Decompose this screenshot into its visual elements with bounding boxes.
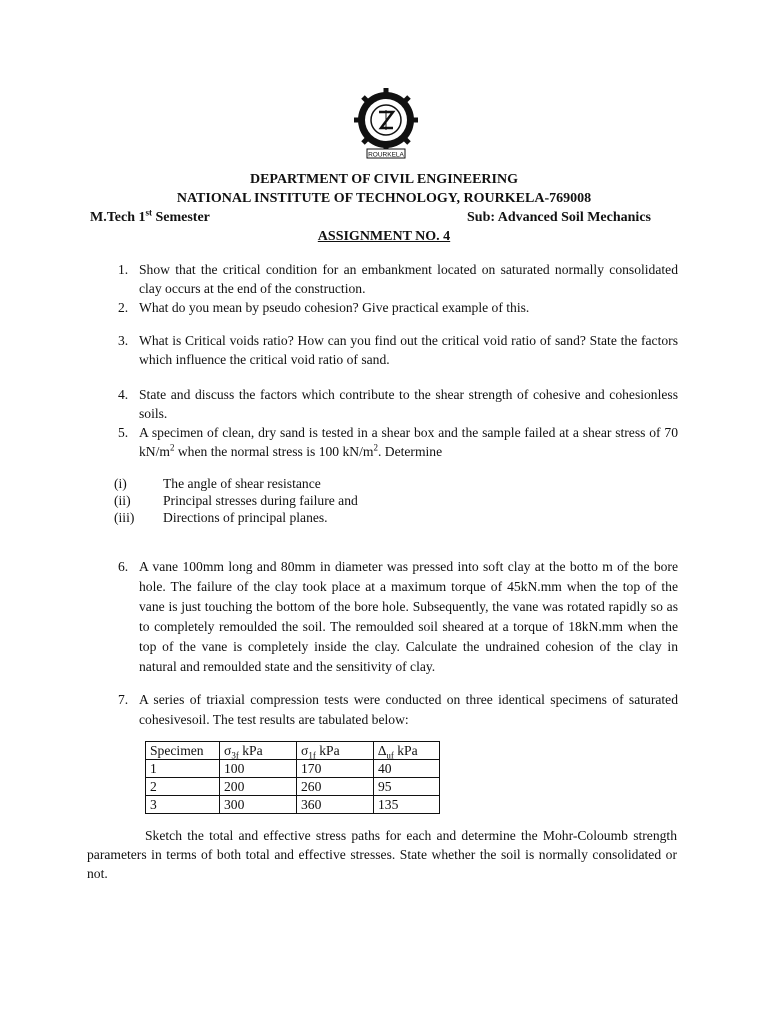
table-row [146,778,440,796]
table-cell: 95 [374,778,440,796]
table-header-cell: $\sigma_{3f}$ kPa [220,742,297,760]
institute-logo [345,88,427,160]
table-row [146,760,440,778]
closing-paragraph: Sketch the total and effective stress paths for each and determine the Mohr-Coloumb strength parameters in terms of both total and effective stresses. State whether the soil is normally consolidated or not. [87,828,677,881]
semester-label: M.Tech 1st Semester [90,207,210,225]
table-cell: 260 [297,778,374,796]
triaxial-results-table [145,741,440,814]
table-cell: 200 [220,778,297,796]
logo-caption: ROURKELA [368,151,404,159]
department-heading: DEPARTMENT OF CIVIL ENGINEERING [249,172,518,187]
subject-label: Sub: Advanced Soil Mechanics [467,210,651,225]
question-2: 2. What do you mean by pseudo cohesion? Give practical example of this. [118,300,530,315]
question-4: 4. State and discuss the factors which contribute to the shear strength of cohesive and cohesionless soils. [118,387,678,421]
table-header-cell: $\Delta_{uf}$ kPa [374,742,440,760]
table-cell: 100 [220,760,297,778]
question-7: 7. A series of triaxial compression tests were conducted on three identical specimens of saturated cohesivesoil. The test results are tabulated below: [118,692,678,727]
table-cell: 3 [146,796,220,814]
table-cell: 2 [146,778,220,796]
table-cell: 170 [297,760,374,778]
question-6: 6. A vane 100mm long and 80mm in diameter was pressed into soft clay at the botto m of the bore hole. The failure of the clay took place at a maximum torque of 45kN.mm when the top of the vane is just touching the bottom of the bore hole. Subsequently, the vane was rotated rapidly so as to completely remoulded the soil. The remoulded soil sheared at a torque of 18kN.mm when the top of the vane is completely inside the clay. Calculate the undrained cohesion of the clay in natural and remoulded state and the sensitivity of clay. [118,559,678,674]
assignment-title: ASSIGNMENT NO. 4 [317,229,451,244]
table-cell: 360 [297,796,374,814]
question-3: 3. What is Critical voids ratio? How can you find out the critical void ratio of sand? State the factors which influence the critical void ratio of sand. [118,333,678,367]
table-cell: 300 [220,796,297,814]
institute-heading: NATIONAL INSTITUTE OF TECHNOLOGY, ROURKELA-769008 [176,191,592,206]
question-5: 5. A specimen of clean, dry sand is tested in a shear box and the sample failed at a shear stress of 70 $kN/m^2$ when the normal stress is 100 $kN/m^2$. Determine [118,425,678,459]
question-1: 1. Show that the critical condition for an embankment located on saturated normally consolidated clay occurs at the end of the construction. [118,262,678,296]
table-header-row [146,742,440,760]
table-header-cell: Specimen [146,742,220,760]
table-row [146,796,440,814]
table-cell: 40 [374,760,440,778]
table-header-cell: $\sigma_{1f}$ kPa [297,742,374,760]
table-cell: 135 [374,796,440,814]
table-cell: 1 [146,760,220,778]
